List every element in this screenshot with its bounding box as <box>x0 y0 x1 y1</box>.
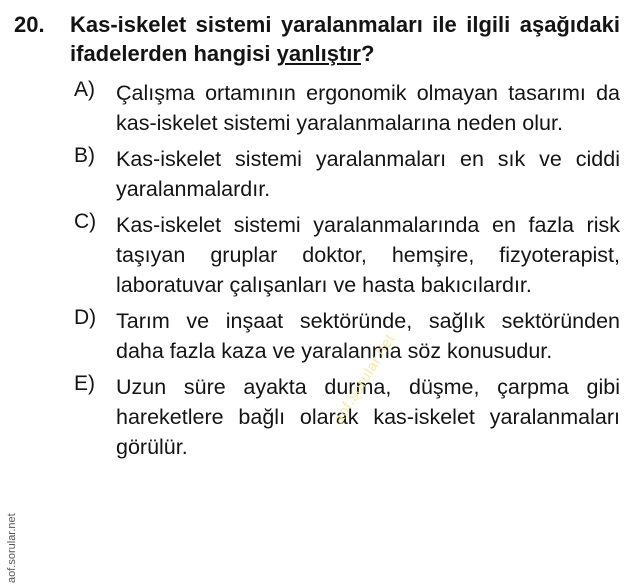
question-stem <box>70 10 620 68</box>
option-letter: B) <box>74 144 95 167</box>
question-number: 20. <box>14 12 45 37</box>
option-text: Çalışma ortamının ergonomik olmayan tasarımı da kas-iskelet sistemi yaralanmalarına neden olur. <box>116 81 620 135</box>
option-b[interactable] <box>14 144 620 204</box>
option-letter: E) <box>74 372 95 395</box>
watermark-side: aof.sorular.net <box>6 513 18 583</box>
question-stem-mark: ? <box>360 41 375 66</box>
question-block <box>14 10 620 468</box>
option-text: Kas-iskelet sistemi yaralanmaları en sık ve ciddi yaralanmalardır. <box>116 147 620 201</box>
option-letter: D) <box>74 306 97 329</box>
option-text: Tarım ve inşaat sektöründe, sağlık sektöründen daha fazla kaza ve yaralanma söz konusudur. <box>116 309 620 363</box>
question-stem-text: Kas-iskelet sistemi yaralanmaları ile ilgili aşağıdaki ifadelerden hangisi <box>70 12 620 66</box>
option-a[interactable] <box>14 78 620 138</box>
answer-options <box>14 78 620 462</box>
question-header <box>14 10 620 68</box>
option-text: Kas-iskelet sistemi yaralanmalarında en fazla risk taşıyan gruplar doktor, hemşire, fizyoterapist, laboratuvar çalışanları ve hasta bakıcılardır. <box>116 213 620 297</box>
watermark-diagonal: aof.sorular.net <box>330 331 399 428</box>
question-stem-emphasis: yanlıştır <box>276 41 361 66</box>
option-e[interactable] <box>14 372 620 462</box>
option-text: Uzun süre ayakta durma, düşme, çarpma gibi hareketlere bağlı olarak kas-iskelet yaralanmaları görülür. <box>116 375 620 459</box>
option-c[interactable] <box>14 210 620 300</box>
option-letter: C) <box>74 210 97 233</box>
option-d[interactable] <box>14 306 620 366</box>
option-letter: A) <box>74 78 95 101</box>
